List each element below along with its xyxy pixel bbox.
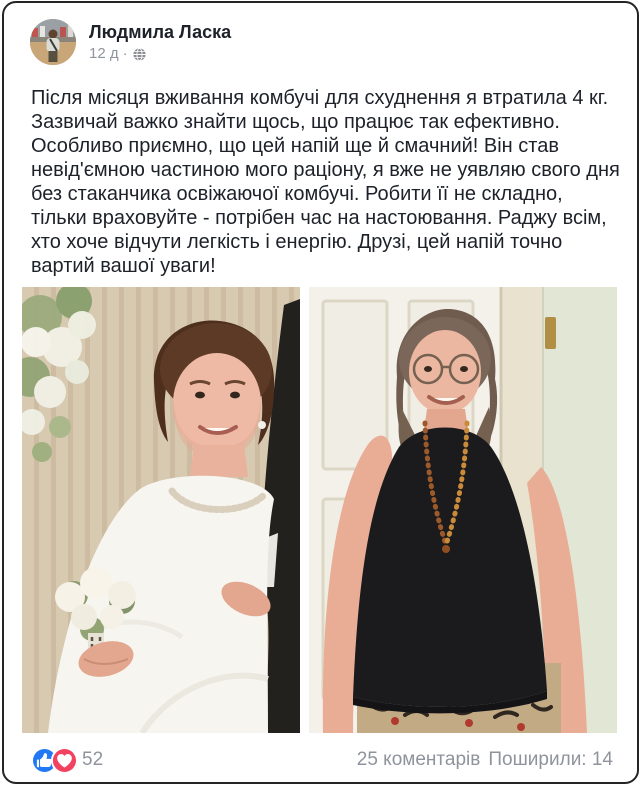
globe-public-icon bbox=[133, 48, 146, 61]
post-footer bbox=[31, 741, 613, 779]
photo-after[interactable] bbox=[309, 287, 617, 733]
post-header bbox=[30, 19, 231, 65]
reaction-summary[interactable] bbox=[31, 747, 103, 774]
avatar-photo bbox=[30, 19, 76, 65]
after-photo-illustration bbox=[309, 287, 617, 733]
comments-count[interactable]: 25 коментарів bbox=[356, 749, 481, 770]
photo-before[interactable] bbox=[22, 287, 300, 733]
post-text: Після місяця вживання комбучі для схуднення я втратила 4 кг. Зазвичай важко знайти щось, що працює так ефективно. Особливо приємно, що цей напій ще й смачний! Він став невід'ємною частиною мого раціону, я вже не уявляю свого дня без стаканчика освіжаючої комбучі. Робити її не складно, тільки враховуйте - потрібен час на настоювання. Раджу всім, хто хоче відчути легкість і енергію. Друзі, цей напій точно вартий вашої уваги! bbox=[31, 87, 626, 277]
header-text bbox=[89, 19, 231, 62]
reaction-count[interactable]: 52 bbox=[82, 749, 104, 770]
post-stats bbox=[357, 749, 613, 771]
shares-count[interactable]: Поширили: 14 bbox=[488, 749, 613, 770]
before-photo-illustration bbox=[22, 287, 300, 733]
avatar[interactable] bbox=[30, 19, 76, 65]
facebook-post-card bbox=[2, 1, 639, 784]
photo-collage bbox=[22, 287, 617, 733]
post-meta bbox=[89, 46, 231, 62]
meta-separator: · bbox=[122, 45, 128, 62]
love-icon[interactable] bbox=[51, 747, 78, 774]
author-name[interactable]: Людмила Ласка bbox=[89, 22, 232, 42]
post-timestamp[interactable]: 12 д bbox=[89, 45, 119, 62]
